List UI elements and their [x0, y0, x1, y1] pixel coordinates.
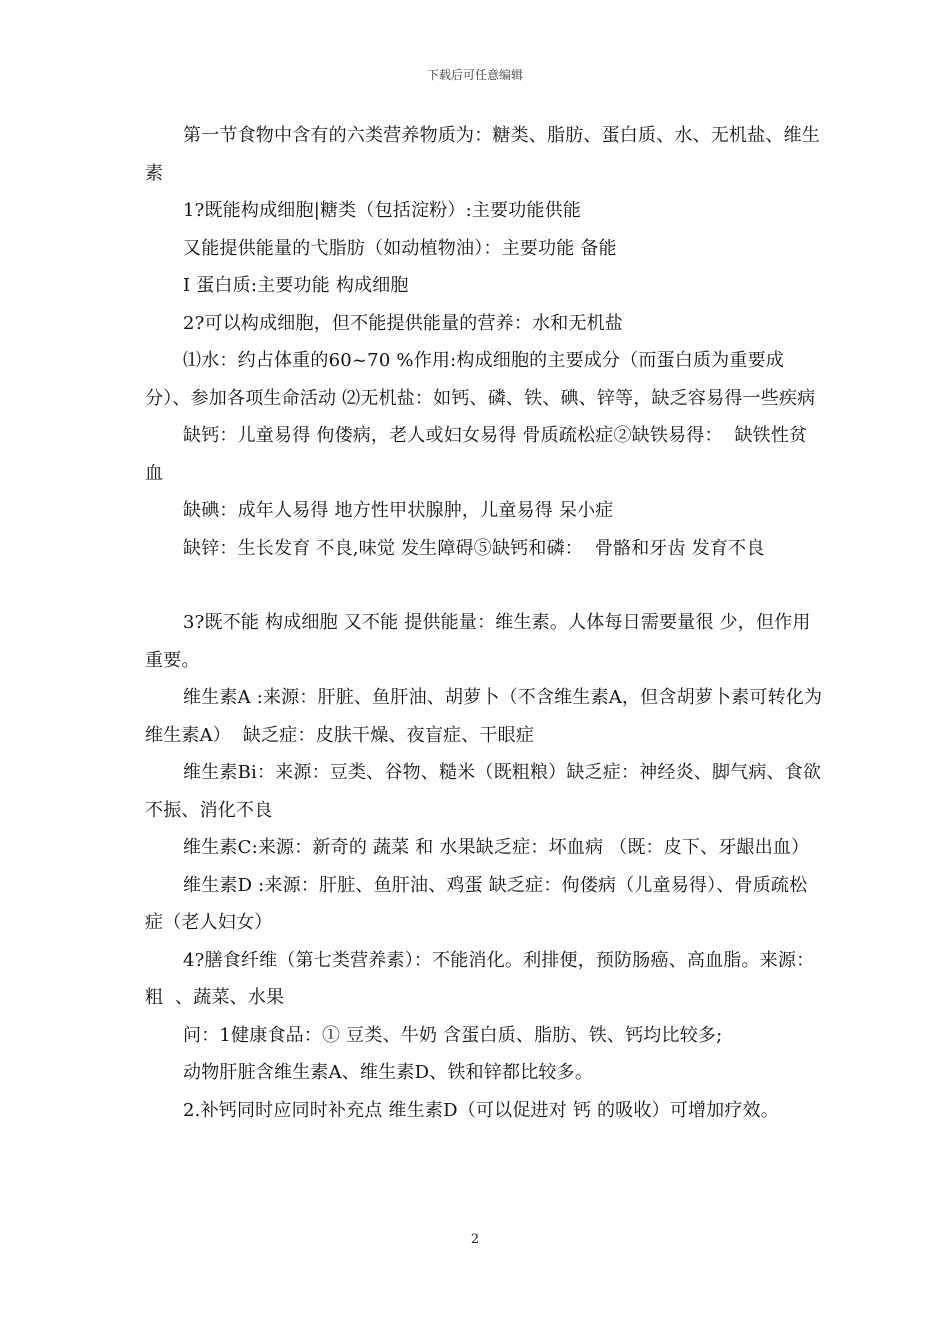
- paragraph-1-fats: 又能提供能量的弋脂肪（如动植物油）：主要功能 备能: [183, 237, 617, 259]
- page-number: 2: [470, 1232, 480, 1247]
- header-note: 下载后可任意编辑: [426, 68, 523, 82]
- paragraph-1-carbohydrates: 1?既能构成细胞|糖类（包括淀粉）:主要功能供能: [183, 200, 582, 221]
- paragraph-iodine: 缺碘：成年人易得 地方性甲状腺肿，儿童易得 呆小症: [183, 500, 614, 521]
- paragraph-question-2: 2.补钙同时应同时补充点 维生素D（可以促进对 钙 的吸收）可增加疗效。: [183, 1099, 779, 1121]
- paragraph-gap: [145, 567, 825, 604]
- paragraph-calcium-iron: 缺钙：儿童易得 佝偻病，老人或妇女易得 骨质疏松症②缺铁易得： 缺铁性贫血: [145, 425, 808, 484]
- paragraph-2-water-minerals: 2?可以构成细胞，但不能提供能量的营养：水和无机盐: [183, 312, 624, 334]
- paragraph-3-vitamins: 3?既不能 构成细胞 又不能 提供能量：维生素。人体每日需要量很 少，但作用重要。: [145, 612, 811, 671]
- paragraph-1-protein: I 蛋白质:主要功能 构成细胞: [183, 275, 409, 296]
- paragraph-vitamin-d: 维生素D :来源：肝脏、鱼肝油、鸡蛋 缺乏症：佝偻病（儿童易得）、骨质疏松症（老人妇女）: [145, 874, 808, 933]
- paragraph-4-fiber: 4?膳食纤维（第七类营养素）：不能消化。利排便，预防肠癌、高血脂。来源：粗 、蔬菜、水果: [145, 949, 815, 1008]
- paragraph-question-1: 问：1健康食品：① 豆类、牛奶 含蛋白质、脂肪、铁、钙均比较多;: [183, 1024, 723, 1046]
- paragraph-vitamin-b1: 维生素Bi：来源：豆类、谷物、糙米（既粗粮）缺乏症：神经炎、脚气病、食欲不振、消化不良: [145, 762, 822, 821]
- document-body: [145, 117, 825, 1129]
- paragraph-vitamin-a: 维生素A :来源：肝脏、鱼肝油、胡萝卜（不含维生素A，但含胡萝卜素可转化为维生素A） 缺乏症：皮肤干燥、夜盲症、干眼症: [145, 687, 823, 746]
- paragraph-vitamin-c: 维生素C:来源：新奇的 蔬菜 和 水果缺乏症：坏血病 （既：皮下、牙龈出血）: [183, 837, 810, 858]
- paragraph-water-detail: ⑴水：约占体重的60~70 %作用:构成细胞的主要成分（而蛋白质为重要成分）、参加各项生命活动 ⑵无机盐：如钙、磷、铁、碘、锌等，缺乏容易得一些疾病: [145, 350, 816, 409]
- paragraph-zinc: 缺锌：生长发育 不良,味觉 发生障碍⑤缺钙和磷： 骨骼和牙齿 发育不良: [183, 537, 765, 559]
- paragraph-intro: 第一节食物中含有的六类营养物质为：糖类、脂肪、蛋白质、水、无机盐、维生素: [145, 125, 820, 184]
- paragraph-liver-note: 动物肝脏含维生素A、维生素D、铁和锌都比较多。: [183, 1062, 594, 1083]
